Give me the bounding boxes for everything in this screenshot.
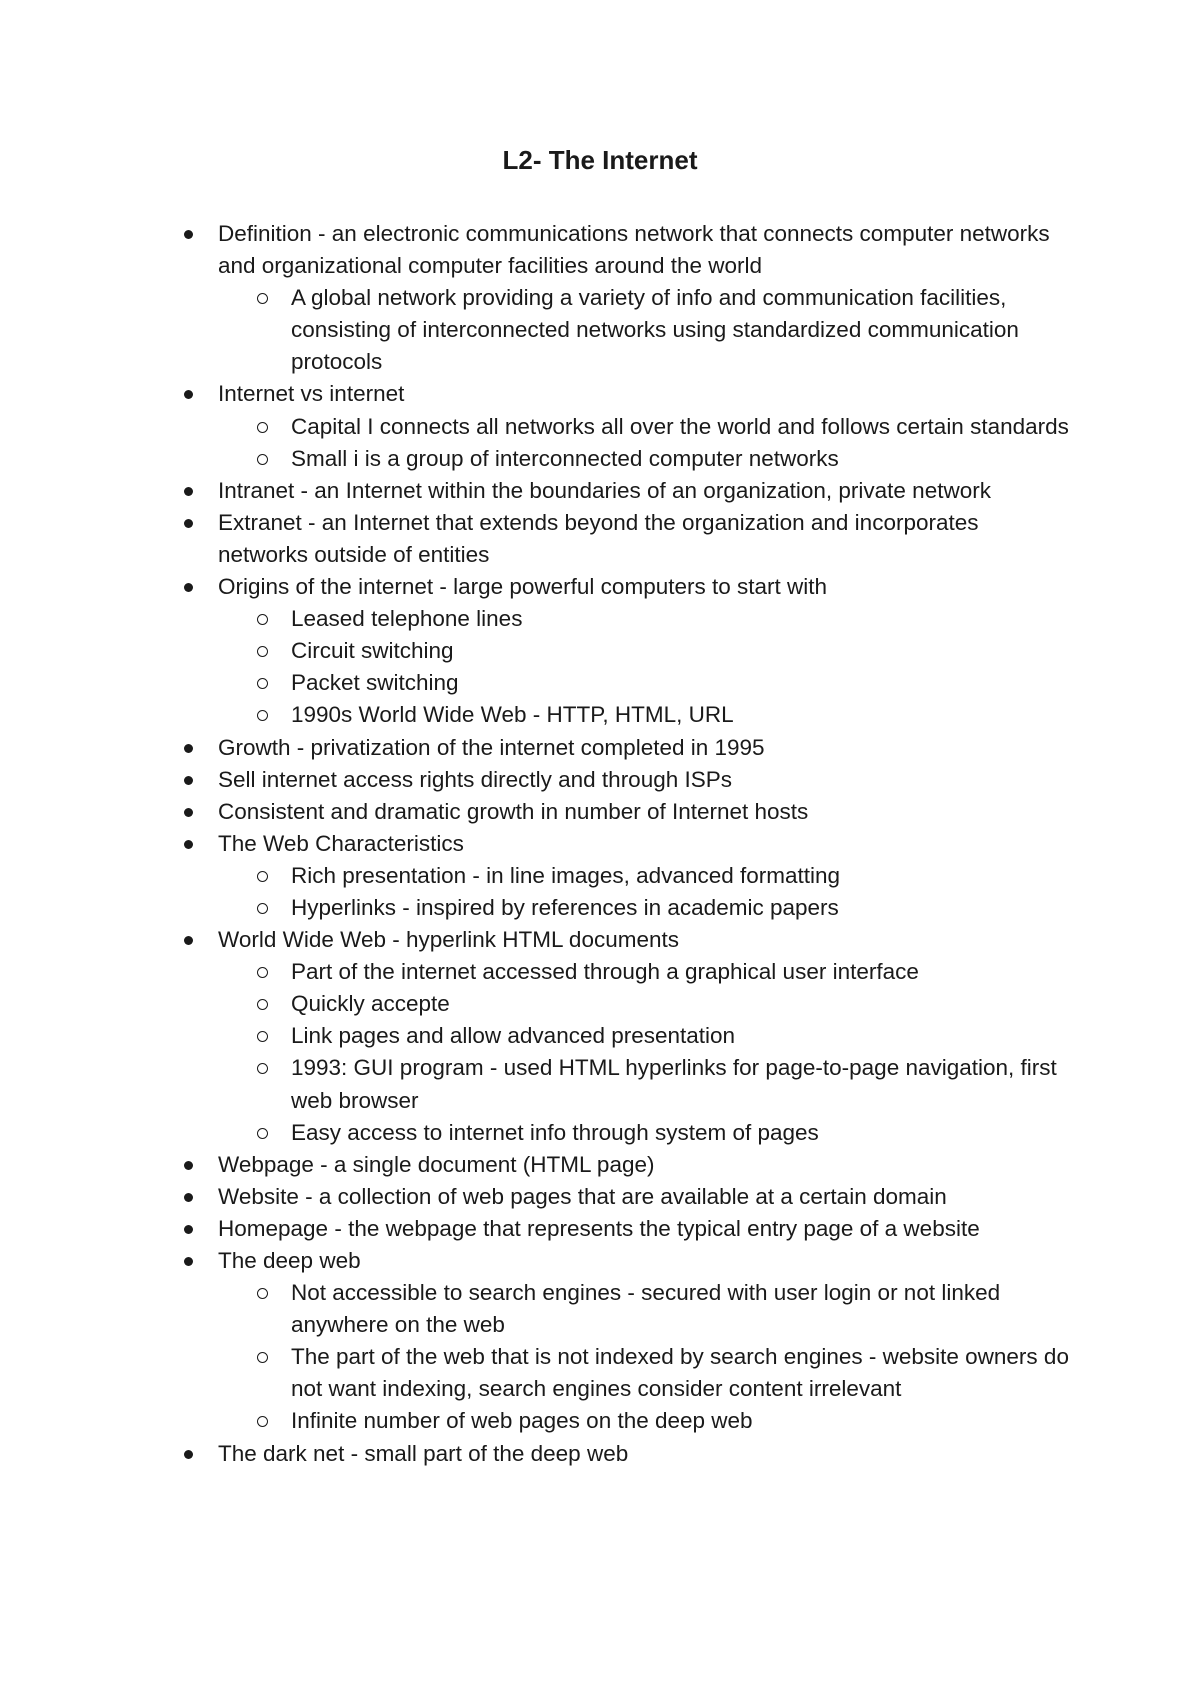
bullet-disc-icon [184,1225,193,1234]
sub-bullet-item [0,1117,1070,1149]
sub-bullet-item [0,443,1070,475]
bullet-text: Origins of the internet - large powerful computers to start with [218,574,828,600]
sub-bullet-item [0,860,1070,892]
bullet-text: The part of the web that is not indexed by search engines - website owners do not want indexing, search engines consider content irrelevant [291,1344,1069,1402]
bullet-item [0,764,1070,796]
bullet-text: Circuit switching [291,638,454,664]
bullet-circle-icon [257,454,268,465]
bullet-disc-icon [184,1450,193,1459]
bullet-text: The deep web [218,1248,361,1273]
bullet-item [0,378,1070,410]
bullet-item [0,1245,1070,1277]
bullet-disc-icon [184,808,193,817]
bullet-item [0,1438,1070,1470]
bullet-text: Intranet - an Internet within the boundaries of an organization, private network [218,477,991,503]
bullet-text: Quickly accepte [291,991,450,1017]
bullet-circle-icon [257,614,268,625]
bullet-text: Packet switching [291,670,459,696]
bullet-item [0,828,1070,860]
bullet-text: Webpage - a single document (HTML page) [218,1151,655,1177]
sub-bullet-item [0,1020,1070,1052]
bullet-circle-icon [257,1288,268,1299]
bullet-text: Part of the internet accessed through a graphical user interface [291,959,919,985]
bullet-circle-icon [257,1416,268,1427]
bullet-disc-icon [184,776,193,785]
bullet-circle-icon [257,1128,268,1139]
bullet-circle-icon [257,967,268,978]
sub-bullet-item [0,1405,1070,1437]
bullet-text: Website - a collection of web pages that are available at a certain domain [218,1183,947,1209]
bullet-text: 1993: GUI program - used HTML hyperlinks for page-to-page navigation, first web browser [291,1055,1057,1113]
sub-bullet-item [0,956,1070,988]
bullet-disc-icon [184,1257,193,1266]
bullet-disc-icon [184,583,193,592]
bullet-disc-icon [184,840,193,849]
bullet-circle-icon [257,999,268,1010]
bullet-text: Capital I connects all networks all over the world and follows certain standards [291,413,1069,439]
bullet-text: Leased telephone lines [291,606,523,632]
bullet-item [0,475,1070,507]
bullet-circle-icon [257,871,268,882]
page-title: L2- The Internet [502,145,698,175]
bullet-item [0,1213,1070,1245]
sub-bullet-item [0,892,1070,924]
bullet-circle-icon [257,293,268,304]
bullet-disc-icon [184,744,193,753]
sub-bullet-item [0,699,1070,731]
bullet-text: Consistent and dramatic growth in number of Internet hosts [218,798,809,824]
bullet-disc-icon [184,1193,193,1202]
bullet-circle-icon [257,1031,268,1042]
sub-bullet-item [0,667,1070,699]
bullet-text: 1990s World Wide Web - HTTP, HTML, URL [291,702,734,728]
sub-bullet-item [0,282,1070,378]
sub-bullet-item [0,635,1070,667]
bullet-disc-icon [184,390,193,399]
bullet-text: Internet vs internet [218,381,405,407]
bullet-circle-icon [257,903,268,914]
bullet-circle-icon [257,678,268,689]
bullet-disc-icon [184,519,193,528]
bullet-item [0,732,1070,764]
bullet-disc-icon [184,936,193,945]
bullet-text: Infinite number of web pages on the deep web [291,1408,753,1434]
sub-bullet-item [0,603,1070,635]
bullet-text: Link pages and allow advanced presentation [291,1023,736,1049]
bullet-circle-icon [257,1063,268,1074]
sub-bullet-item [0,1341,1070,1405]
bullet-item [0,1181,1070,1213]
bullet-text: Not accessible to search engines - secured with user login or not linked anywhere on the web [291,1280,1001,1338]
bullet-text: Extranet - an Internet that extends beyond the organization and incorporates networks outside of entities [218,509,979,567]
bullet-item [0,1149,1070,1181]
bullet-circle-icon [257,646,268,657]
bullet-text: Easy access to internet info through system of pages [291,1119,819,1145]
bullet-text: The Web Characteristics [218,830,464,856]
bullet-item [0,218,1070,282]
bullet-text: Hyperlinks - inspired by references in academic papers [291,894,839,920]
bullet-circle-icon [257,422,268,433]
bullet-text: Sell internet access rights directly and through ISPs [218,766,733,792]
bullet-item [0,507,1070,571]
bullet-text: A global network providing a variety of info and communication facilities, consisting of interconnected networks using standardized communication protocols [291,285,1019,375]
sub-bullet-item [0,411,1070,443]
bullet-text: Homepage - the webpage that represents the typical entry page of a website [218,1215,980,1241]
bullet-text: Small i is a group of interconnected computer networks [291,445,839,471]
bullet-item [0,571,1070,603]
sub-bullet-item [0,1052,1070,1116]
sub-bullet-item [0,1277,1070,1341]
sub-bullet-item [0,988,1070,1020]
bullet-text: The dark net - small part of the deep web [218,1440,629,1466]
bullet-circle-icon [257,1352,268,1363]
bullet-text: Definition - an electronic communications network that connects computer networks and organizational computer facilities around the world [218,221,1050,279]
bullet-text: Rich presentation - in line images, advanced formatting [291,862,841,888]
bullet-text: World Wide Web - hyperlink HTML documents [218,927,679,953]
bullet-item [0,924,1070,956]
bullet-circle-icon [257,710,268,721]
bullet-text: Growth - privatization of the internet completed in 1995 [218,734,765,760]
bullet-disc-icon [184,487,193,496]
notes-list [0,218,1200,1470]
bullet-disc-icon [184,230,193,239]
bullet-item [0,796,1070,828]
bullet-disc-icon [184,1161,193,1170]
